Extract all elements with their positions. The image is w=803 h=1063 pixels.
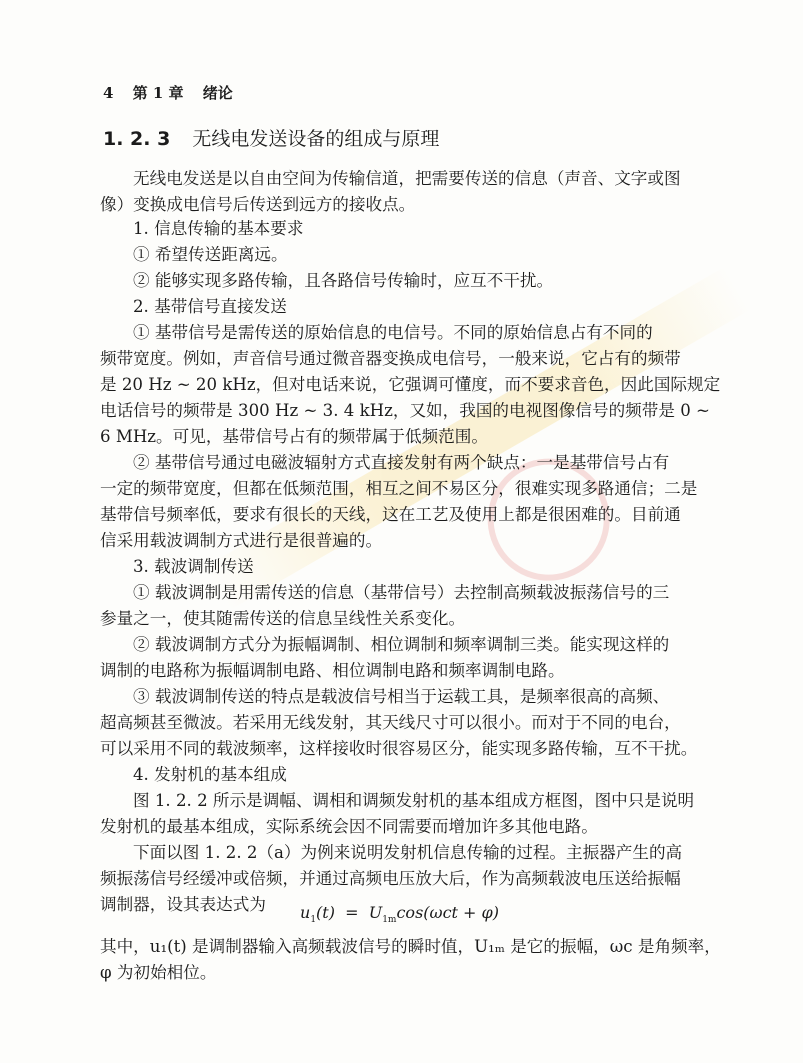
text-line: 其中，u₁(t) 是调制器输入高频载波信号的瞬时值，U₁ₘ 是它的振幅，ωc 是角频率， <box>100 937 721 956</box>
text-line: 1. 信息传输的基本要求 <box>133 219 304 238</box>
text-line: ① 希望传送距离远。 <box>133 245 288 264</box>
text-line: ① 基带信号是需传送的原始信息的电信号。不同的原始信息占有不同的 <box>133 323 653 342</box>
text-line: 一定的频带宽度，但都在低频范围，相互之间不易区分，很难实现多路通信；二是 <box>100 479 698 498</box>
text-line: 6 MHz。可见，基带信号占有的频带属于低频范围。 <box>100 427 488 446</box>
text-line: 是 20 Hz ~ 20 kHz，但对电话来说，它强调可懂度，而不要求音色，因此国际规定 <box>100 375 721 394</box>
text-line: 图 1. 2. 2 所示是调幅、调相和调频发射机的基本组成方框图，图中只是说明 <box>133 791 695 810</box>
text-line: φ 为初始相位。 <box>100 963 217 982</box>
text-line: 下面以图 1. 2. 2（a）为例来说明发射机信息传输的过程。主振器产生的高 <box>133 843 683 862</box>
text-line: 可以采用不同的载波频率，这样接收时很容易区分，能实现多路传输，互不干扰。 <box>100 739 698 758</box>
text-line: 基带信号频率低，要求有很长的天线，这在工艺及使用上都是很困难的。目前通 <box>100 505 681 524</box>
text-line: 信采用载波调制方式进行是很普遍的。 <box>100 531 383 550</box>
text-line: 无线电发送是以自由空间为传输信道，把需要传送的信息（声音、文字或图 <box>133 169 681 188</box>
section-title: 无线电发送设备的组成与原理 <box>192 128 440 150</box>
text-line: 频带宽度。例如，声音信号通过微音器变换成电信号，一般来说，它占有的频带 <box>100 349 681 368</box>
text-line: 频振荡信号经缓冲或倍频，并通过高频电压放大后，作为高频载波电压送给振幅 <box>100 869 681 888</box>
section-number: 1. 2. 3 <box>103 128 171 150</box>
text-line: 超高频甚至微波。若采用无线发射，其天线尺寸可以很小。而对于不同的电台， <box>100 713 681 732</box>
page-number: 4 <box>103 84 114 102</box>
text-line: 像）变换成电信号后传送到远方的接收点。 <box>100 195 416 214</box>
chapter-label: 第 1 章 <box>132 84 184 102</box>
text-line: 电话信号的频带是 300 Hz ~ 3. 4 kHz，又如，我国的电视图像信号的频带是 0 ~ <box>100 401 710 420</box>
chapter-title: 绪论 <box>202 84 233 102</box>
text-line: 调制器，设其表达式为 <box>100 895 266 914</box>
text-line: ③ 载波调制传送的特点是载波信号相当于运载工具，是频率很高的高频、 <box>133 687 670 706</box>
section-heading <box>103 124 439 151</box>
text-line: 发射机的最基本组成，实际系统会因不同需要而增加许多其他电路。 <box>100 817 598 836</box>
text-line: 4. 发射机的基本组成 <box>133 765 287 784</box>
text-line: ② 基带信号通过电磁波辐射方式直接发射有两个缺点：一是基带信号占有 <box>133 453 670 472</box>
running-header <box>103 82 247 103</box>
text-line: 2. 基带信号直接发送 <box>133 297 287 316</box>
text-line: 调制的电路称为振幅调制电路、相位调制电路和频率调制电路。 <box>100 661 565 680</box>
text-line: ② 载波调制方式分为振幅调制、相位调制和频率调制三类。能实现这样的 <box>133 635 670 654</box>
text-line: ② 能够实现多路传输，且各路信号传输时，应互不干扰。 <box>133 271 554 290</box>
text-line: 3. 载波调制传送 <box>133 557 254 576</box>
text-line: 参量之一，使其随需传送的信息呈线性关系变化。 <box>100 609 466 628</box>
carrier-formula: $u_1(t) = U_{1m}\cos(\omega ct + \varphi)$ <box>300 903 499 926</box>
text-line: ① 载波调制是用需传送的信息（基带信号）去控制高频载波振荡信号的三 <box>133 583 670 602</box>
